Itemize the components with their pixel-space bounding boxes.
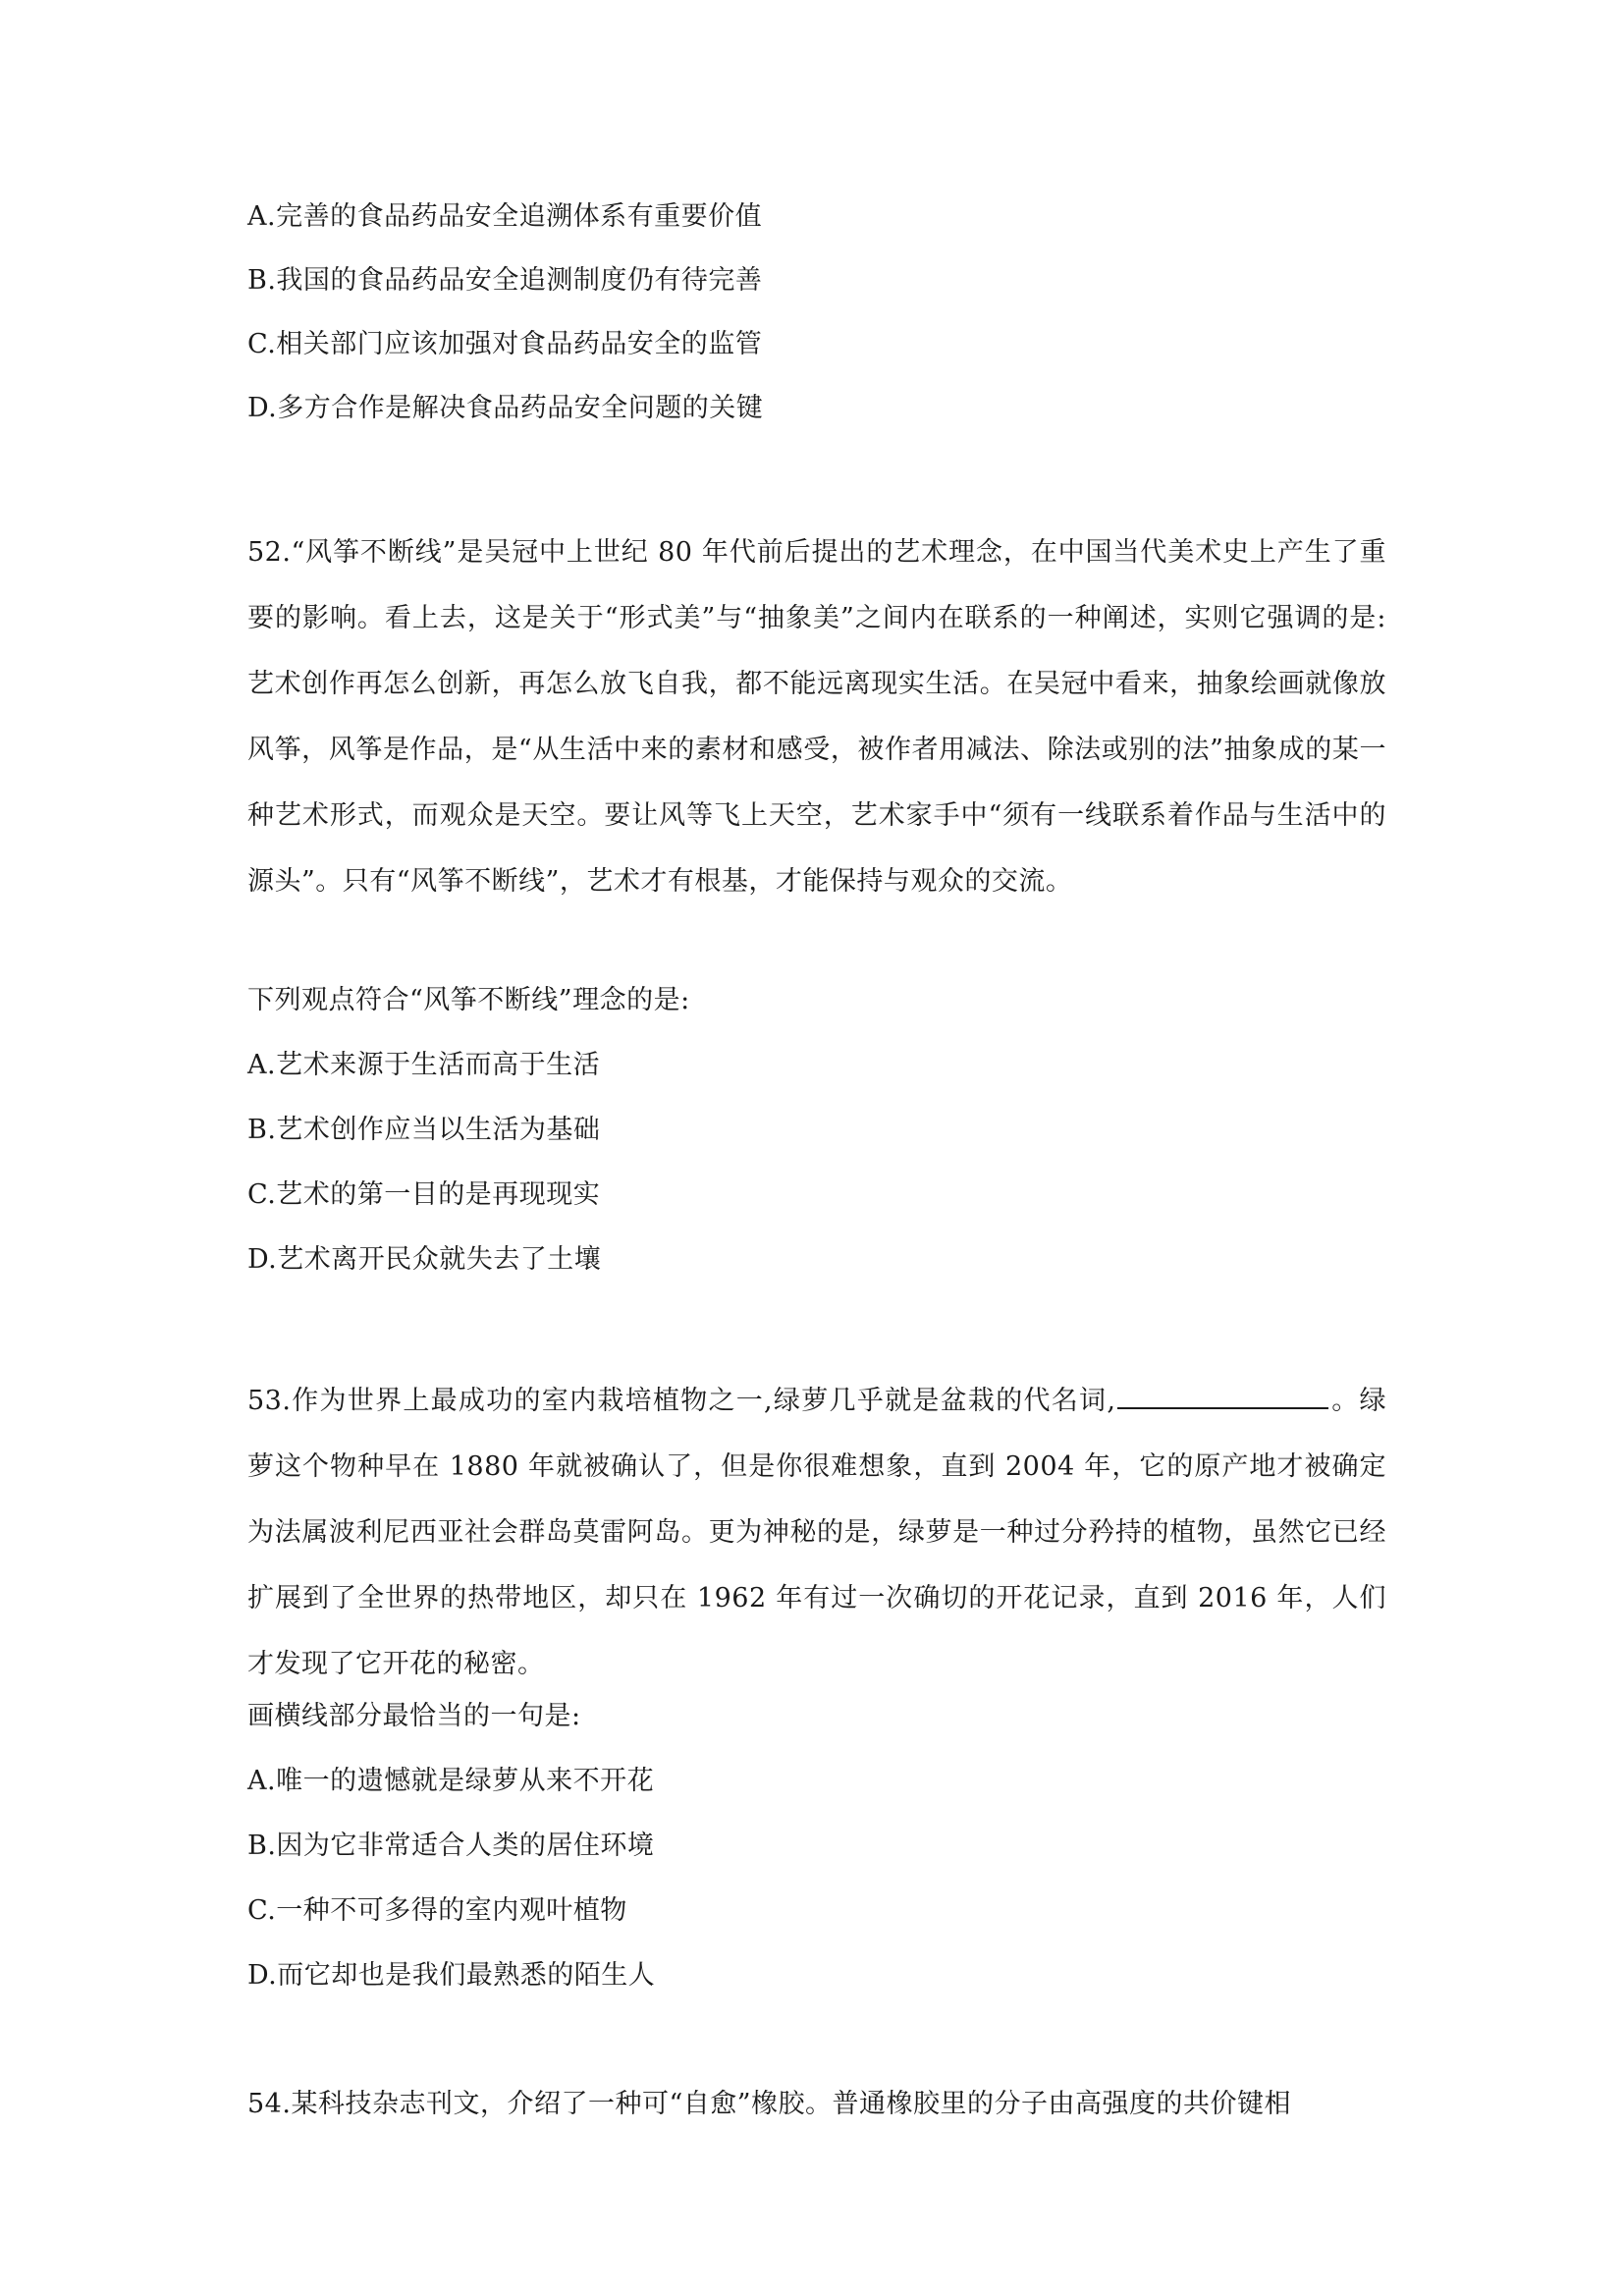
q52-option-a: A.艺术来源于生活而高于生活 — [247, 1050, 601, 1080]
q54-stem: 54.某科技杂志刊文，介绍了一种可“自愈”橡胶。普通橡胶里的分子由高强度的共价键相 — [247, 2089, 1292, 2119]
q53-stem — [247, 1368, 1386, 1697]
q53-stem-before-blank: 53.作为世界上最成功的室内栽培植物之一,绿萝几乎就是盆栽的代名词, — [247, 1386, 1116, 1416]
q51-option-c: C.相关部门应该加强对食品药品安全的监管 — [247, 329, 763, 359]
q52-stem: 52.“风筝不断线”是吴冠中上世纪 80 年代前后提出的艺术理念，在中国当代美术史上产生了重要的影响。看上去，这是关于“形式美”与“抽象美”之间内在联系的一种阐述，实则它强调的是:艺术创作再怎么创新，再怎么放飞自我，都不能远离现实生活。在吴冠中看来，抽象绘画就像放风筝，风筝是作品，是“从生活中来的素材和感受，被作者用减法、除法或别的法”抽象成的某一种艺术形式，而观众是天空。要让风等飞上天空，艺术家手中“须有一线联系着作品与生活中的源头”。只有“风筝不断线”，艺术才有根基，才能保持与观众的交流。 — [247, 537, 1386, 897]
q53-option-c: C.一种不可多得的室内观叶植物 — [247, 1895, 627, 1926]
q53-question: 画横线部分最恰当的一句是: — [247, 1701, 581, 1731]
q52-option-c: C.艺术的第一目的是再现现实 — [247, 1179, 601, 1210]
q52-option-d: D.艺术离开民众就失去了土壤 — [247, 1244, 602, 1275]
q51-option-d: D.多方合作是解决食品药品安全问题的关键 — [247, 393, 764, 423]
q51-option-b: B.我国的食品药品安全追测制度仍有待完善 — [247, 265, 763, 296]
q52-option-b: B.艺术创作应当以生活为基础 — [247, 1115, 601, 1145]
q53-option-b: B.因为它非常适合人类的居住环境 — [247, 1831, 655, 1861]
q53-option-a: A.唯一的遗憾就是绿萝从来不开花 — [247, 1766, 655, 1796]
q52-question: 下列观点符合“风筝不断线”理念的是: — [247, 985, 690, 1015]
q51-option-a: A.完善的食品药品安全追溯体系有重要价值 — [247, 201, 763, 232]
q53-option-d: D.而它却也是我们最熟悉的陌生人 — [247, 1960, 656, 1991]
q53-stem-after-blank: 。绿萝这个物种早在 1880 年就被确认了，但是你很难想象，直到 2004 年，它的原产地才被确定为法属波利尼西亚社会群岛莫雷阿岛。更为神秘的是，绿萝是一种过分矜持的植物，虽然它已经扩展到了全世界的热带地区，却只在 1962 年有过一次确切的开花记录，直到 2016 年，人们才发现了它开花的秘密。 — [247, 1386, 1387, 1679]
answer-blank-line — [1117, 1386, 1328, 1409]
